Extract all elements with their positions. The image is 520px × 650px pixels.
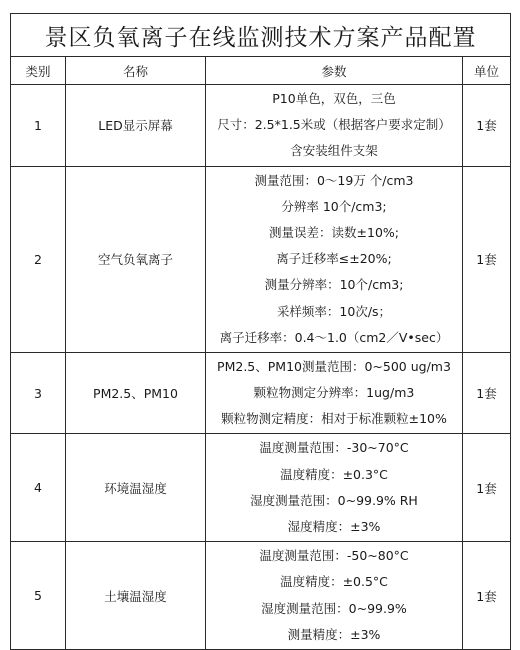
table-row <box>11 166 511 352</box>
param-list <box>206 353 462 434</box>
row-params <box>206 166 463 352</box>
param-line: 温度精度：±0.3°C <box>280 466 388 482</box>
title-row <box>11 14 511 57</box>
param-line: 湿度精度：±3% <box>287 519 381 534</box>
row-name: 环境温湿度 <box>66 434 206 542</box>
table-row <box>11 352 511 434</box>
param-line: 颗粒物测定分辨率：1ug/m3 <box>253 385 415 401</box>
table-row <box>11 542 511 650</box>
param-line: 采样频率：10次/s； <box>276 303 392 319</box>
header-unit: 单位 <box>463 57 511 85</box>
header-category: 类别 <box>11 57 66 85</box>
param-list <box>206 434 462 541</box>
param-line: PM2.5、PM10测量范围：0~500 ug/m3 <box>217 358 451 374</box>
row-category: 2 <box>11 166 66 352</box>
param-line: 含安装组件支架 <box>290 143 378 159</box>
param-line: 测量精度：±3% <box>287 626 381 642</box>
row-name: 空气负氧离子 <box>66 166 206 352</box>
row-name: 土壤温湿度 <box>66 542 206 650</box>
row-name: PM2.5、PM10 <box>66 352 206 434</box>
table-row <box>11 85 511 167</box>
row-unit: 1套 <box>463 166 511 352</box>
row-unit: 1套 <box>463 85 511 167</box>
row-params <box>206 352 463 434</box>
row-unit: 1套 <box>463 542 511 650</box>
row-unit: 1套 <box>463 352 511 434</box>
param-line: 离子迁移率≤±20%; <box>276 251 392 267</box>
row-params <box>206 542 463 650</box>
row-params <box>206 85 463 167</box>
param-list <box>206 167 462 352</box>
param-line: 颗粒物测定精度：相对于标准颗粒±10% <box>221 411 447 427</box>
row-params <box>206 434 463 542</box>
header-name: 名称 <box>66 57 206 85</box>
header-params: 参数 <box>206 57 463 85</box>
param-line: 分辨率 10个/cm3; <box>281 198 387 214</box>
param-line: 测量误差：读数±10%; <box>269 224 399 240</box>
table-title: 景区负氧离子在线监测技术方案产品配置 <box>11 14 511 57</box>
param-line: 湿度测量范围：0~99.9% <box>261 600 407 616</box>
row-category: 1 <box>11 85 66 167</box>
product-config-table <box>10 13 511 650</box>
row-unit: 1套 <box>463 434 511 542</box>
param-line: 测量范围：0～19万 个/cm3 <box>254 172 414 188</box>
param-list <box>206 542 462 649</box>
param-line: 湿度测量范围：0~99.9% RH <box>250 492 418 508</box>
param-line: 测量分辨率：10个/cm3; <box>264 277 404 293</box>
table-row <box>11 434 511 542</box>
param-line: P10单色，双色，三色 <box>272 91 396 106</box>
param-line: 温度测量范围：-30~70°C <box>259 440 409 456</box>
param-line: 尺寸：2.5*1.5米或（根据客户要求定制） <box>217 117 451 133</box>
row-category: 4 <box>11 434 66 542</box>
param-line: 离子迁移率：0.4～1.0（cm2／V•sec） <box>219 329 449 345</box>
param-list <box>206 85 462 166</box>
param-line: 温度测量范围：-50~80°C <box>259 548 409 564</box>
row-category: 5 <box>11 542 66 650</box>
row-category: 3 <box>11 352 66 434</box>
row-name: LED显示屏幕 <box>66 85 206 167</box>
header-row <box>11 57 511 85</box>
param-line: 温度精度：±0.5°C <box>280 574 388 590</box>
